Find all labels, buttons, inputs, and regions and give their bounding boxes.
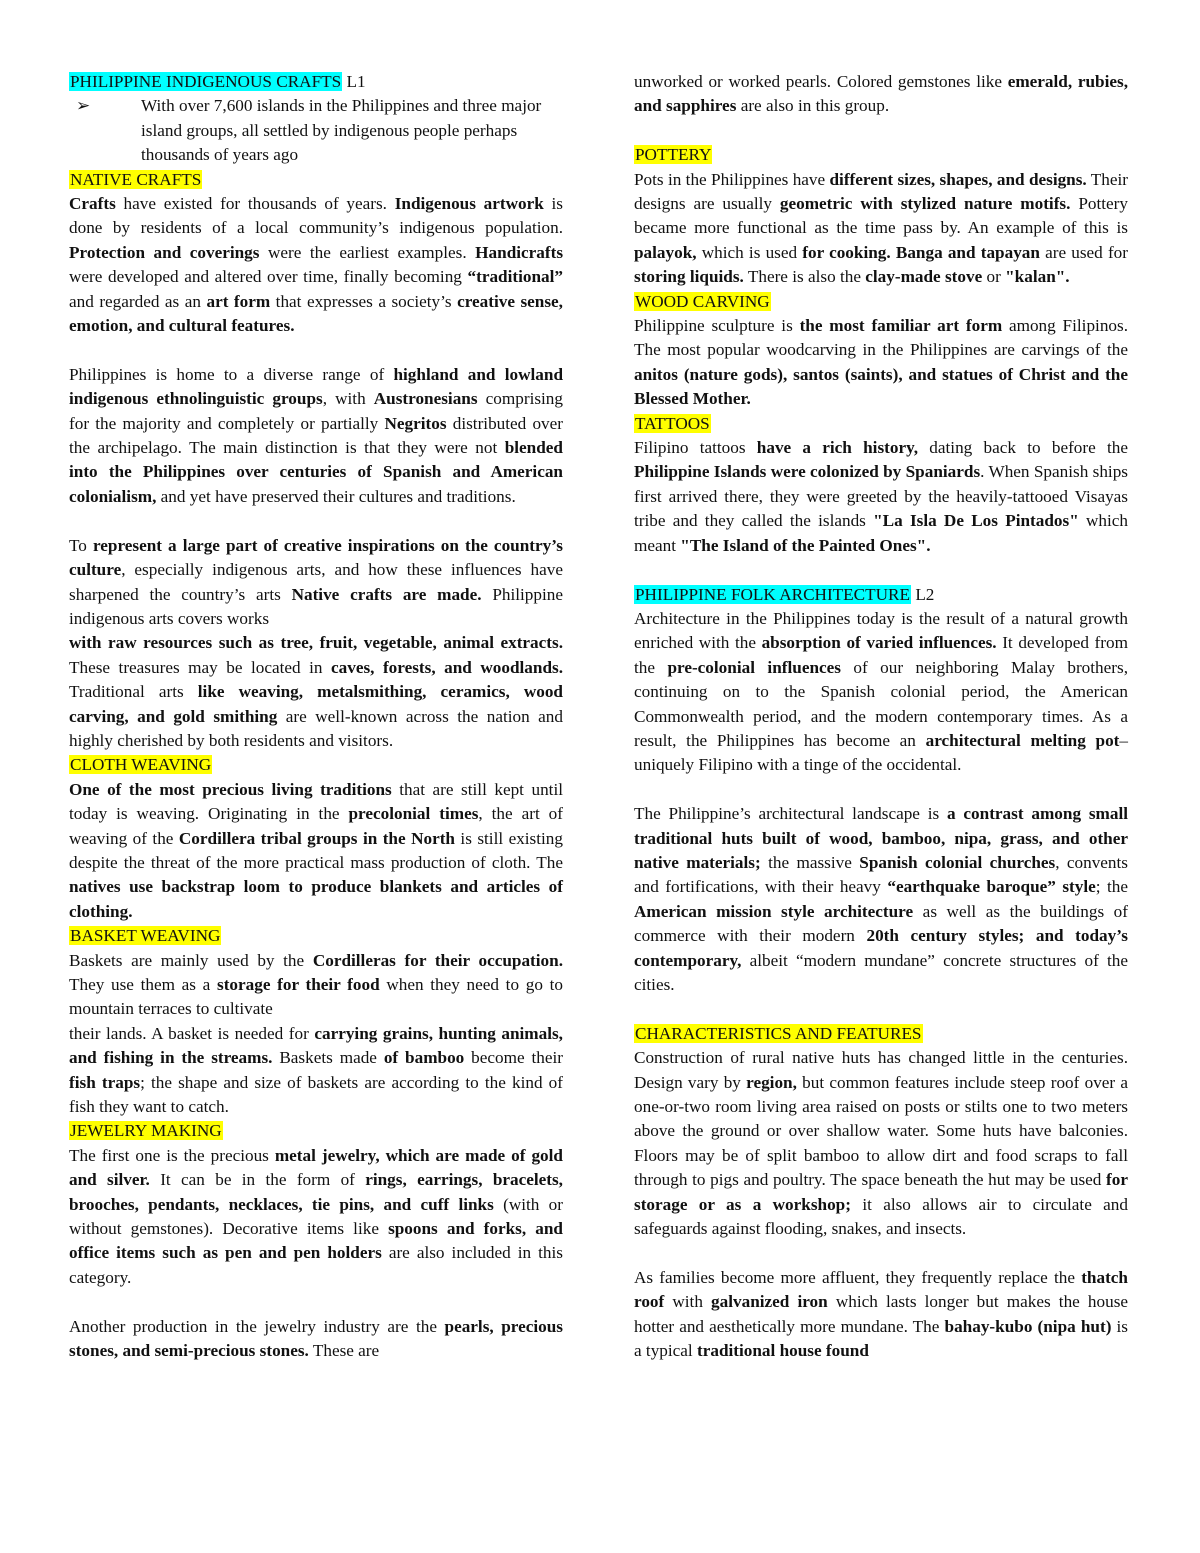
text-run: is a typical — [634, 1316, 1129, 1361]
text-run: Construction of rural native huts has changed little in the centuries. Design vary by — [634, 1048, 1128, 1092]
text-run: were the earliest examples. — [259, 242, 476, 262]
lesson-title-l1 — [69, 70, 563, 94]
bold-text-run: emerald, rubies, and sapphires — [634, 72, 1128, 116]
heading-native-crafts: NATIVE CRAFTS — [70, 169, 202, 189]
bold-text-run: the most familiar art form — [799, 316, 1003, 336]
folk-architecture-paragraph-1 — [634, 607, 1128, 778]
text-run: distributed over the archipelago. The main distinction is that they were not — [69, 413, 563, 458]
arrow-bullet-icon: ➢ — [76, 96, 91, 116]
text-run: The first one is the precious — [69, 1145, 275, 1165]
left-column — [69, 70, 563, 1363]
text-run: comprising for the majority and completely or partially — [69, 389, 563, 433]
bold-text-run: thatch roof — [634, 1267, 1128, 1312]
text-run: which is used — [696, 242, 803, 262]
text-run: It developed from the — [634, 633, 1128, 677]
text-run: when they need to go to mountain terraces to cultivate — [69, 975, 563, 1019]
bold-text-run: with raw resources such as tree, fruit, vegetable, animal extracts. — [69, 633, 563, 653]
text-run: These are — [308, 1341, 380, 1361]
bold-text-run: palayok, — [634, 242, 697, 262]
heading-tattoos: TATTOOS — [635, 413, 710, 433]
text-run: Philippine indigenous arts covers works — [69, 584, 563, 628]
bold-text-run: "The Island of the Painted Ones". — [680, 535, 931, 555]
text-run: Another production in the jewelry industry are the — [69, 1316, 445, 1336]
text-run: become their — [464, 1048, 563, 1068]
bold-text-run: pearls, precious stones, and semi-precious stones. — [69, 1316, 563, 1361]
text-run: are also in this group. — [736, 96, 890, 116]
text-run: their lands. A basket is needed for — [69, 1023, 315, 1043]
bold-text-run: different sizes, shapes, and designs. — [829, 169, 1087, 189]
text-run: To — [69, 535, 93, 555]
bold-text-run: for cooking. Banga and tapayan — [802, 242, 1040, 262]
bullet-text: With over 7,600 islands in the Philippines and three major island groups, all settled by indigenous people perhaps thousands of years ago — [141, 96, 542, 165]
text-run: dating back to before the — [918, 438, 1128, 458]
text-run: Their designs are usually — [634, 169, 1128, 214]
bold-text-run: caves, forests, and woodlands. — [331, 657, 563, 677]
bold-text-run: metal jewelry, which are made of gold and silver. — [69, 1145, 563, 1190]
jewelry-making-paragraph-2 — [69, 1315, 563, 1364]
bold-text-run: blended into the Philippines over centuries of Spanish and American colonialism, — [69, 438, 563, 506]
bold-text-run: Negritos — [384, 413, 447, 433]
text-run: which meant — [634, 511, 1128, 555]
basket-weaving-paragraph-2 — [69, 1022, 563, 1120]
text-run: Pottery became more functional as the time pass by. An example of this is — [634, 194, 1128, 238]
bold-text-run: "kalan". — [1005, 267, 1070, 287]
bold-text-run: have a rich history, — [756, 438, 919, 458]
lesson-title-l2 — [634, 583, 1128, 607]
text-run: are well-known across the nation and highly cherished by both residents and visitors. — [69, 706, 563, 750]
text-run: are used for — [1039, 242, 1128, 262]
jewelry-continued-paragraph — [634, 70, 1128, 119]
bold-text-run: carrying grains, hunting animals, and fishing in the streams. — [69, 1023, 563, 1068]
text-run: , especially indigenous arts, and how these influences have sharpened the country’s arts — [69, 560, 563, 604]
text-run: is still existing despite the threat of the more practical mass production of cloth. The — [69, 828, 563, 872]
text-run: These treasures may be located in — [69, 657, 332, 677]
bold-text-run: 20th century styles; and today’s contemporary, — [634, 926, 1128, 970]
text-run: Architecture in the Philippines today is the result of a natural growth enriched with the — [634, 608, 1128, 653]
right-column — [634, 70, 1128, 1363]
text-run: the massive — [760, 852, 860, 872]
characteristics-paragraph-1 — [634, 1046, 1128, 1241]
bold-text-run: bahay-kubo (nipa hut) — [944, 1316, 1112, 1336]
bold-text-run: pre-colonial influences — [667, 657, 841, 677]
bold-text-run: region, — [746, 1072, 797, 1092]
heading-jewelry-making: JEWELRY MAKING — [70, 1121, 222, 1141]
tattoos-paragraph — [634, 436, 1128, 558]
text-run: Pots in the Philippines have — [634, 169, 830, 189]
bold-text-run: architectural melting pot — [925, 730, 1120, 750]
text-run: It can be in the form of — [149, 1170, 366, 1190]
text-run: , convents and fortifications, with their heavy — [634, 852, 1128, 897]
bold-text-run: Handicrafts — [475, 242, 564, 262]
native-crafts-paragraph-1 — [69, 192, 563, 338]
text-run: Traditional arts — [69, 682, 198, 702]
bold-text-run: Protection and coverings — [69, 242, 260, 262]
bold-text-run: Cordilleras for their occupation. — [312, 950, 563, 970]
text-run: As families become more affluent, they frequently replace the — [634, 1267, 1082, 1287]
text-run: ; the — [1095, 877, 1128, 897]
bold-text-run: American mission style architecture — [634, 901, 914, 921]
bold-text-run: Cordillera tribal groups in the North — [178, 828, 455, 848]
text-run: and regarded as an — [69, 291, 207, 311]
bold-text-run: Crafts — [69, 194, 116, 214]
text-run: that are still kept until today is weaving. Originating in the — [69, 779, 563, 824]
bold-text-run: galvanized iron — [711, 1292, 828, 1312]
bold-text-run: of bamboo — [383, 1048, 465, 1068]
native-crafts-paragraph-2 — [69, 363, 563, 509]
heading-wood-carving: WOOD CARVING — [635, 291, 770, 311]
heading-pottery: POTTERY — [635, 145, 712, 165]
text-run: Filipino tattoos — [634, 438, 757, 458]
text-run: is done by residents of a local community’s indigenous population. — [69, 194, 563, 238]
bold-text-run: natives use backstrap loom to produce blankets and articles of clothing. — [69, 877, 563, 921]
text-run: it also allows air to circulate and safeguards against flooding, snakes, and insects. — [634, 1194, 1128, 1239]
bold-text-run: anitos (nature gods), santos (saints), and statues of Christ and the Blessed Mother. — [634, 364, 1128, 409]
text-run: and yet have preserved their cultures and traditions. — [156, 486, 516, 506]
text-run: They use them as a — [69, 975, 217, 994]
jewelry-making-paragraph-1 — [69, 1144, 563, 1290]
bold-text-run: like weaving, metalsmithing, ceramics, wood carving, and gold smithing — [69, 682, 563, 726]
text-run: There is also the — [743, 267, 866, 287]
native-crafts-paragraph-4 — [69, 631, 563, 753]
bold-text-run: creative sense, emotion, and cultural features. — [69, 291, 563, 336]
bold-text-run: Philippine Islands were colonized by Spaniards — [634, 462, 981, 482]
bold-text-run: fish traps — [69, 1072, 141, 1092]
text-run: were developed and altered over time, finally becoming — [69, 267, 468, 287]
pottery-paragraph — [634, 168, 1128, 290]
bullet-item — [69, 94, 563, 167]
heading-cloth-weaving: CLOTH WEAVING — [70, 755, 212, 775]
bold-text-run: spoons and forks, and office items such as pen and pen holders — [69, 1219, 563, 1263]
text-run: are also included in this category. — [69, 1243, 563, 1287]
text-run: – uniquely Filipino with a tinge of the occidental. — [634, 730, 1128, 775]
heading-basket-weaving: BASKET WEAVING — [70, 926, 221, 946]
text-run: of our neighboring Malay brothers, continuing on to the Spanish colonial period, the American Commonwealth period, and the modern contemporary times. As a result, the Philippines has become an — [634, 657, 1128, 750]
text-run: . When Spanish ships first arrived there, they were greeted by the heavily-tattooed Visayas tribe and they called the islands — [634, 462, 1128, 531]
text-run: Philippine sculpture is — [634, 316, 800, 336]
bold-text-run: art form — [206, 291, 271, 311]
bold-text-run: for storage or as a workshop; — [634, 1170, 1128, 1214]
folk-architecture-paragraph-2 — [634, 802, 1128, 997]
bold-text-run: One of the most precious living traditions — [69, 779, 392, 799]
text-run: Philippines is home to a diverse range of — [69, 364, 394, 384]
lesson-title-highlight: PHILIPPINE INDIGENOUS CRAFTS — [70, 72, 342, 91]
text-run: or — [982, 267, 1006, 287]
bold-text-run: storing liquids. — [634, 267, 744, 287]
text-run: but common features include steep roof over a one-or-two room living area raised on posts or stilts one to two meters above the ground or over shallow water. Some huts have balconies. Floors may be of split bamboo to allow dirt and food scraps to fall through to pigs and poultry. The space beneath the hut may be used — [634, 1072, 1129, 1190]
bold-text-run: geometric with stylized nature motifs. — [779, 194, 1071, 214]
characteristics-paragraph-2 — [634, 1266, 1128, 1364]
bold-text-run: Spanish colonial churches — [859, 852, 1056, 872]
lesson-title-highlight: PHILIPPINE FOLK ARCHITECTURE — [635, 584, 911, 604]
bold-text-run: "La Isla De Los Pintados" — [873, 511, 1079, 531]
text-run: with — [664, 1292, 712, 1312]
bold-text-run: Indigenous artwork — [394, 194, 544, 214]
bold-text-run: traditional house found — [697, 1341, 869, 1361]
bold-text-run: precolonial times — [348, 804, 479, 824]
text-run: (with or without gemstones). Decorative items like — [69, 1194, 563, 1239]
bold-text-run: Native crafts are made. — [291, 584, 482, 604]
wood-carving-paragraph — [634, 314, 1128, 412]
native-crafts-paragraph-3 — [69, 534, 563, 632]
bold-text-run: Austronesians — [373, 389, 478, 409]
bold-text-run: absorption of varied influences. — [761, 633, 997, 653]
text-run: Baskets are mainly used by the — [69, 950, 313, 970]
text-run: have existed for thousands of years. — [115, 194, 395, 214]
text-run: , the art of weaving of the — [69, 804, 563, 848]
text-run: ; the shape and size of baskets are according to the kind of fish they want to catch. — [69, 1072, 563, 1117]
basket-weaving-paragraph-1 — [69, 949, 563, 1022]
cloth-weaving-paragraph — [69, 778, 563, 924]
bold-text-run: “traditional” — [467, 267, 563, 287]
bold-text-run: rings, earrings, bracelets, brooches, pendants, necklaces, tie pins, and cuff links — [69, 1170, 563, 1214]
lesson-title-suffix: L1 — [342, 72, 366, 91]
bold-text-run: a contrast among small traditional huts built of wood, bamboo, nipa, grass, and other native materials; — [634, 804, 1128, 872]
text-run: Baskets made — [272, 1048, 384, 1068]
lesson-title-suffix: L2 — [911, 584, 935, 604]
bold-text-run: “earthquake baroque” style — [887, 877, 1096, 897]
bold-text-run: clay-made stove — [865, 267, 983, 287]
text-run: unworked or worked pearls. Colored gemstones like — [634, 72, 1008, 91]
text-run: which lasts longer but makes the house hotter and aesthetically more mundane. The — [634, 1292, 1129, 1336]
text-run: as well as the buildings of commerce with their modern — [634, 901, 1129, 946]
bold-text-run: storage for their food — [217, 975, 380, 994]
bold-text-run: highland and lowland indigenous ethnolinguistic groups — [69, 364, 564, 409]
text-run: The Philippine’s architectural landscape is — [634, 804, 948, 824]
heading-characteristics: CHARACTERISTICS AND FEATURES — [635, 1023, 922, 1043]
bold-text-run: represent a large part of creative inspirations on the country’s culture — [69, 535, 563, 580]
text-run: albeit “modern mundane” concrete structures of the cities. — [634, 950, 1128, 994]
text-run: that expresses a society’s — [270, 291, 458, 311]
text-run: , with — [322, 389, 374, 409]
text-run: among Filipinos. The most popular woodcarving in the Philippines are carvings of the — [634, 316, 1128, 360]
